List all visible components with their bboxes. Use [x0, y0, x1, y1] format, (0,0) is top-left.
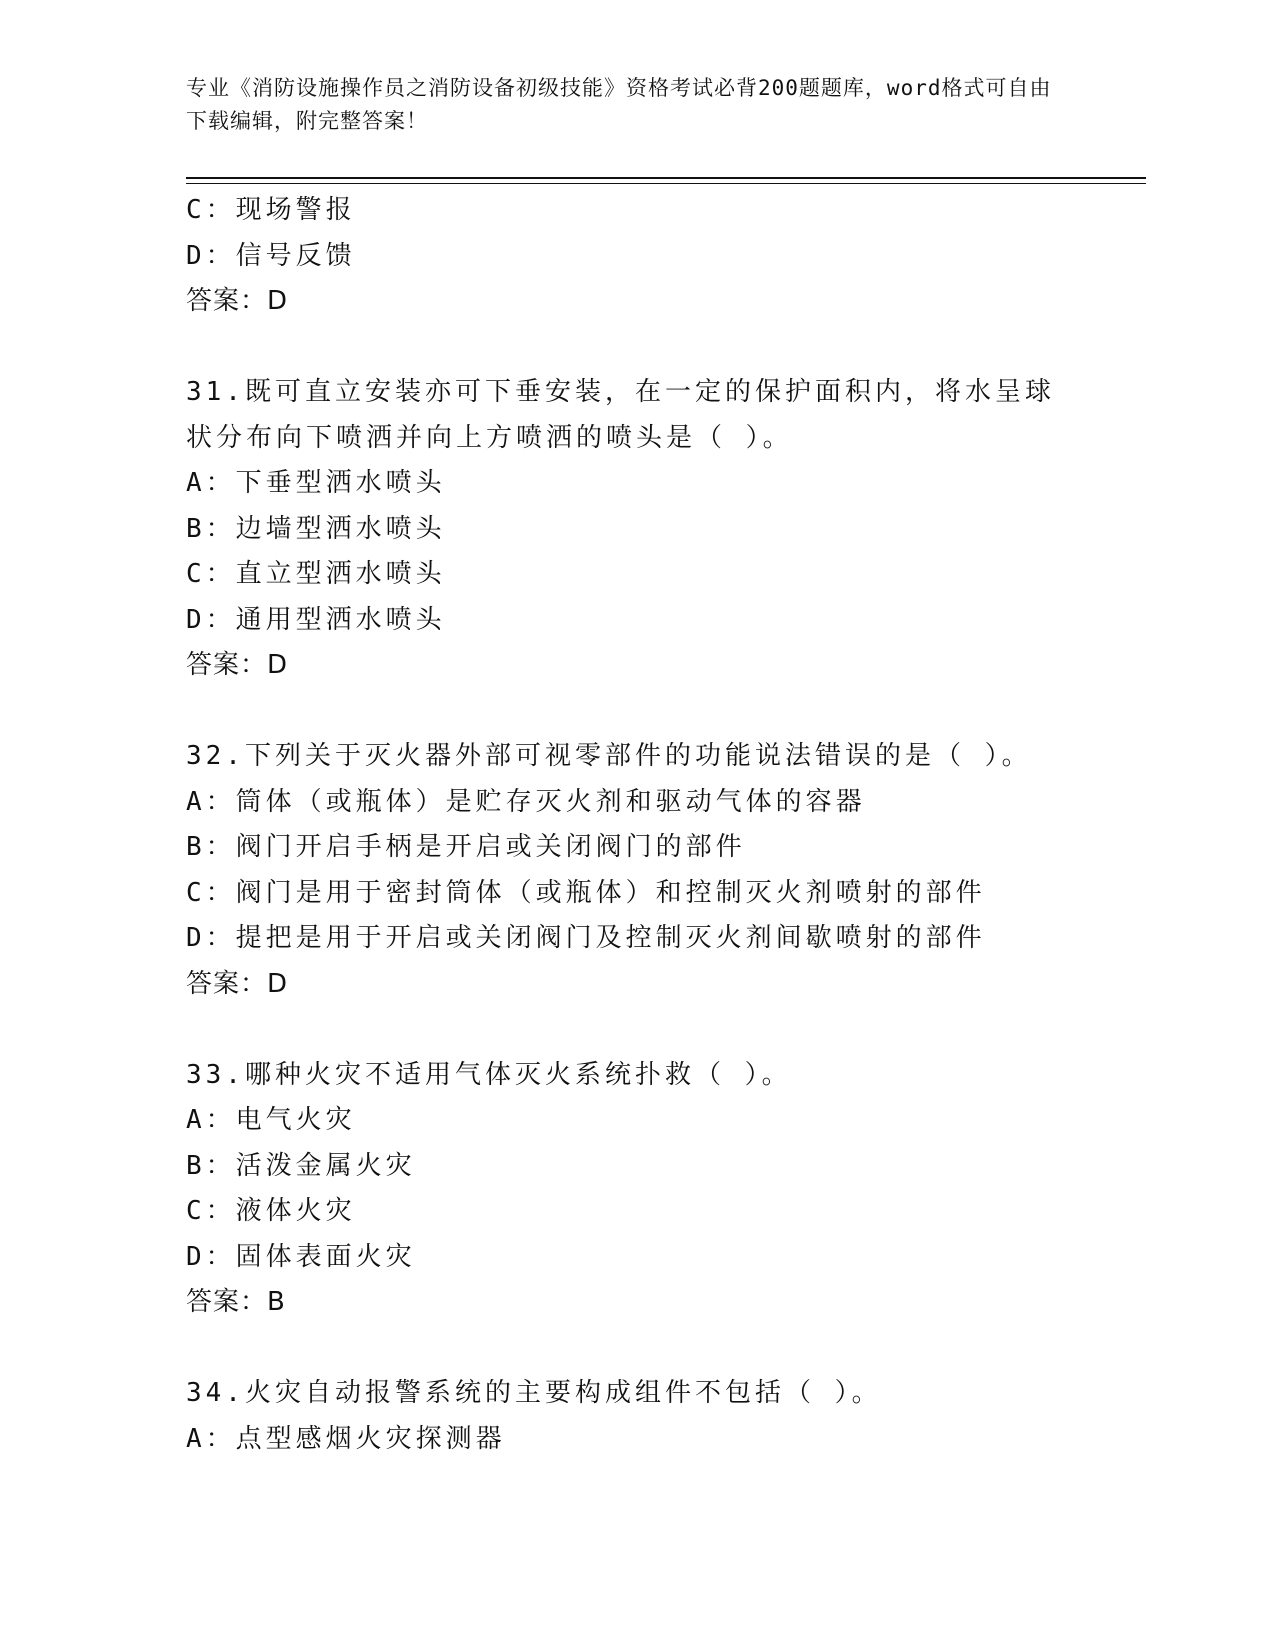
question-stem: 32.下列关于灭火器外部可视零部件的功能说法错误的是（ ）。 — [186, 741, 1032, 771]
option-a: A：筒体（或瓶体）是贮存灭火剂和驱动气体的容器 — [186, 786, 866, 817]
question-31 — [186, 370, 1086, 689]
option-a: A：电气火灾 — [186, 1105, 356, 1135]
answer-line: 答案：B — [186, 1287, 286, 1317]
answer-line: 答案：D — [186, 286, 289, 316]
question-32 — [186, 734, 1086, 1007]
option-a: A：下垂型洒水喷头 — [186, 468, 446, 498]
option-c: C：直立型洒水喷头 — [186, 559, 446, 589]
option-d: D：通用型洒水喷头 — [186, 604, 446, 635]
question-30-continued — [186, 188, 1086, 325]
question-stem: 33.哪种火灾不适用气体灭火系统扑救（ ）。 — [186, 1059, 792, 1090]
answer-line: 答案：D — [186, 968, 289, 999]
spacer — [186, 1326, 1086, 1372]
option-a: A：点型感烟火灾探测器 — [186, 1423, 506, 1454]
question-34 — [186, 1371, 1086, 1462]
question-stem: 31.既可直立安装亦可下垂安装，在一定的保护面积内，将水呈球状分布向下喷洒并向上方喷洒的喷头是（ ）。 — [186, 377, 1055, 453]
option-b: B：活泼金属火灾 — [186, 1150, 416, 1181]
question-list — [186, 188, 1086, 1462]
question-33 — [186, 1053, 1086, 1326]
option-d: D：固体表面火灾 — [186, 1241, 416, 1272]
option-b: B：边墙型洒水喷头 — [186, 513, 446, 544]
answer-line: 答案：D — [186, 650, 289, 680]
spacer — [186, 325, 1086, 371]
option-d: D：信号反馈 — [186, 240, 356, 271]
spacer — [186, 1007, 1086, 1053]
option-c: C：阀门是用于密封筒体（或瓶体）和控制灭火剂喷射的部件 — [186, 877, 986, 908]
option-d: D：提把是用于开启或关闭阀门及控制灭火剂间歇喷射的部件 — [186, 923, 986, 953]
page-header: 专业《消防设施操作员之消防设备初级技能》资格考试必背200题题库，word格式可自由下载编辑，附完整答案！ — [186, 76, 1052, 133]
header-rule-thin — [186, 183, 1146, 184]
header-rule-thick — [186, 177, 1146, 179]
question-stem: 34.火灾自动报警系统的主要构成组件不包括（ ）。 — [186, 1378, 882, 1408]
spacer — [186, 689, 1086, 735]
option-b: B：阀门开启手柄是开启或关闭阀门的部件 — [186, 832, 746, 862]
option-c: C：液体火灾 — [186, 1196, 356, 1226]
option-c: C：现场警报 — [186, 195, 356, 225]
